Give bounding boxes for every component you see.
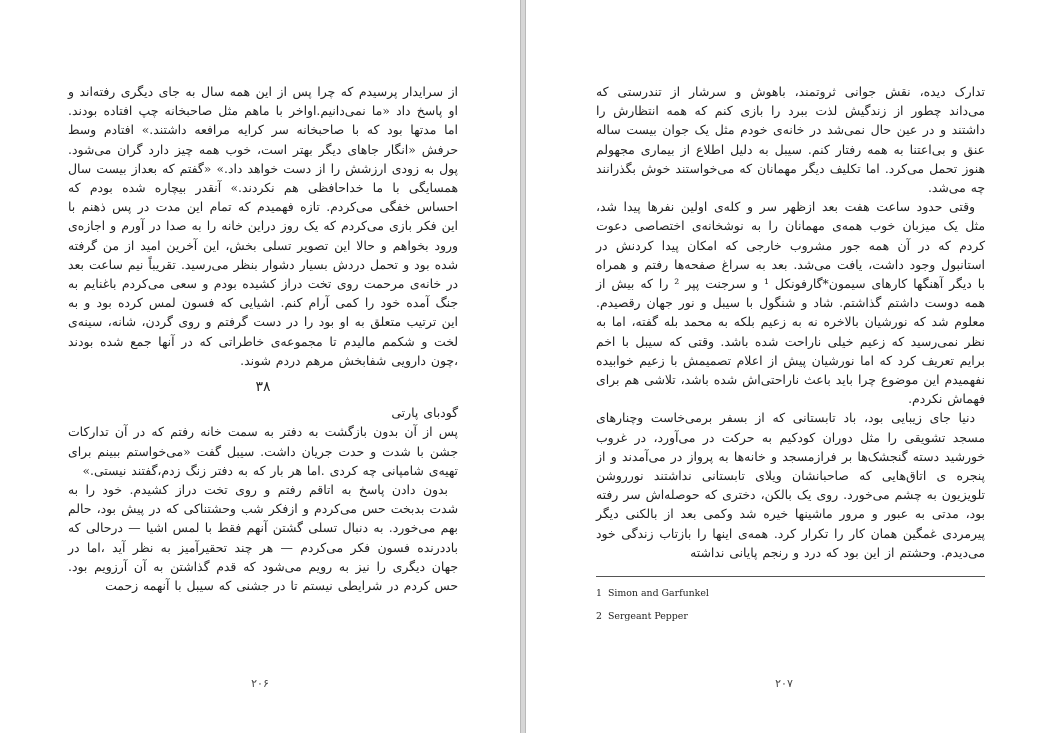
left-page-body <box>68 82 458 595</box>
right-page-body <box>596 82 985 562</box>
right-paragraph-2: وقتی حدود ساعت هفت بعد ازظهر سر و کله‌ی اولین نفرها پیدا شد، مثل یک میزبان خوب همه‌ی مهمانان را به نوشخانه‌ی اختصاصی دعوت کردم که در آن همه جور مشروب خارجی که امکان پیدا کردنش در استانبول وجود داشت، یافت می‌شد. بعد به سراغ صفحه‌ها رفتم و همراه با دیگر آهنگها کارهای سیمون*گارفونکل ¹ و سرجنت پپر ² را که بیش از همه دوست داشتم گذاشتم. شاد و شنگول با سیبل و نور جهان رقصیدم. معلوم شد که نورشیان بالاخره نه به زعیم بلکه به محمد بله گفته، اما به نظر نمی‌رسید که زعیم خیلی ناراحت شده باشد. وقتی که سیبل با اخم برایم تعریف کرد که اما نورشیان پیش از اعلام تصمیمش با زعیم خوابیده نفهمیدم این موضوع چرا باید باعث ناراحتی‌اش شده باشد، تلاشی هم برای فهماش نکردم. <box>596 199 985 407</box>
right-page <box>526 0 1043 733</box>
footnote-2-text: Sergeant Pepper <box>607 611 688 623</box>
left-paragraph-2: پس از آن بدون بازگشت به دفتر به سمت خانه رفتم که در آن تدارکات جشن با شدت و حدت جریان داشت. سیبل گفت «می‌خواستم ببینم برای تهیه‌ی شامپانی چه کردی .اما هر بار که به دفتر زنگ زدم،گفتند نیستی.» <box>68 424 458 478</box>
right-page-number: ۲۰۷ <box>775 677 793 690</box>
footnote-2 <box>596 610 985 624</box>
right-paragraph-3: دنیا جای زیبایی بود، باد تابستانی که از بسفر برمی‌خاست وچنارهای مسجد تشویقی را مثل دوران کودکیم به حرکت در می‌آورد، در غروب خورشید دسته گنجشک‌ها بر فرازمسجد و خانه‌ها به پرواز در می‌آمدند و از پنجره ی اتاق‌هایی که صاحبانشان ویلای تابستانی نداشتند نورروشن تلویزیون به چشم می‌خورد. روی یک بالکن، دختری که حوصله‌اش سر رفته بود، مدتی به عبور و مرور ماشینها خیره شد وکمی بعد از بالکنی دیگر پیرمردی غمگین همان کار را تکرار کرد. همه‌ی اینها را بازتاب زندگی خود می‌دیدم. وحشتم از این بود که درد و رنجم پایانی نداشته <box>596 410 985 560</box>
footnote-1-number: 1 <box>596 588 602 600</box>
section-number: ۳۸ <box>255 379 271 396</box>
footnotes <box>596 587 985 624</box>
left-paragraph-1: از سرایدار پرسیدم که چرا پس از این همه سال به جای دیگری رفته‌اند و او پاسخ داد «ما نمی‌دانیم.اواخر با ماهم مثل صاحبخانه چپ افتاده بودند. اما مدتها بود که با صاحبخانه سر کرایه مرافعه داشتند.» افتادم وسط حرفش «انگار جاهای دیگر بهتر است، خوب همه چیز دارد گران می‌شود. پول به زودی ارزشش را از دست خواهد داد.» «گفتم که بعداز بیست سال همسایگی با ما خداحافظی هم نکردند.» آنقدر بیچاره شده بودم که احساس خفگی می‌کردم. تازه فهمیدم که تمام این مدت در پس ذهنم با این فکر بازی می‌کردم که یک روز دراین خانه را به صدا در آورم و اجازه‌ی ورود بخواهم و حالا این تصویر تسلی بخش، این آخرین امید از من گرفته شده بود و تحمل دردش بسیار دشوار بنظر می‌رسید. تقریباً نیم ساعت بعد در خانه‌ی مرحمت روی تخت دراز کشیده بودم و سعی می‌کردم باغنایم به جنگ آمده خود را کمی آرام کنم. اشیایی که فسون لمس کرده بود و به این ترتیب متعلق به او بود را در دست گرفتم و روی گردن، شانه، سینه‌ی لخت و شکمم مالیدم تا مجموعه‌ی خاطراتی که در آنها جمع شده بودند ،چون دارویی شفابخش مرهم دردم شوند. <box>68 84 458 368</box>
section-heading: گودبای پارتی <box>391 405 458 421</box>
right-paragraph-1: تدارک دیده، نقش جوانی ثروتمند، باهوش و سرشار از تندرستی که می‌داند چطور از زندگیش لذت ببرد را بازی کنم که همه انتظارش را داشتند و در عین حال نمی‌شد در خانه‌ی خودم مثل یک جوان بیست ساله عنق و بی‌اعتنا به همه رفتار کنم. سیبل به دلیل اطلاع از بیماری مجهولم هنوز تحمل می‌کرد. اما تکلیف دیگر مهمانان که می‌خواستند خوش بگذرانند چه می‌شد. <box>596 84 985 196</box>
footnote-1 <box>596 587 985 601</box>
footnote-separator <box>596 576 985 577</box>
footnote-1-text: Simon and Garfunkel <box>607 588 709 600</box>
left-page-number: ۲۰۶ <box>251 677 269 690</box>
left-page <box>0 0 520 733</box>
footnote-2-number: 2 <box>596 611 602 623</box>
left-paragraph-3: بدون دادن پاسخ به اتاقم رفتم و روی تخت دراز کشیدم. خود را به شدت بدبخت حس می‌کردم و ازفکر شب وحشتناکی که در پیش بود، حالم بهم می‌خورد. به دنبال تسلی گشتن آنهم فقط با لمس اشیا — درحالی که باددرنده فسون فکر می‌کردم — هر چند تحقیرآمیز به نظر آید ،اما در جهان دیگری را نیز به رویم می‌شود که قدم گذاشتن به آن آرزویم بود. حس کردم در شرایطی نیستم تا در جشنی که سیبل با آنهمه زحمت <box>68 482 458 594</box>
